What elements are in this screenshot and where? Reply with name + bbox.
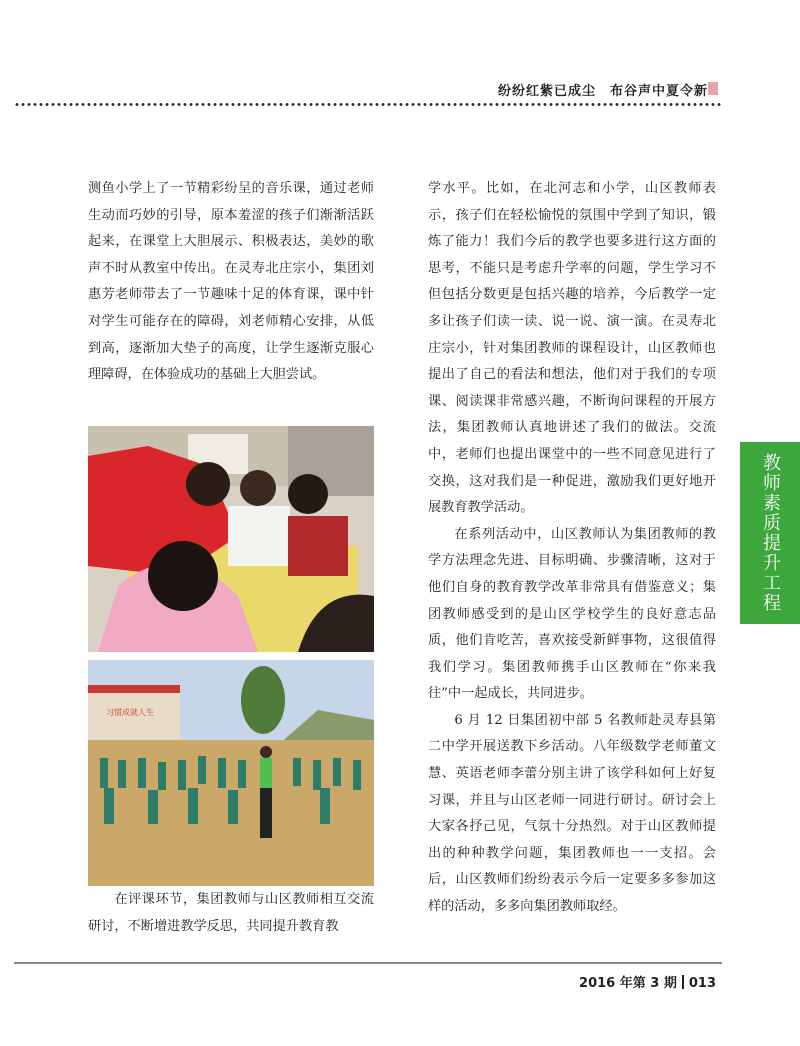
page-footer [579,972,716,991]
section-side-tab [740,442,800,624]
header-dotted-rule [14,102,722,107]
header-square-icon [708,82,718,95]
left-paragraph: 测鱼小学上了一节精彩纷呈的音乐课，通过老师生动而巧妙的引导，原本羞涩的孩子们渐渐活跃起来，在课堂上大胆展示、积极表达，美妙的歌声不时从教室中传出。在灵寿北庄宗小，集团刘惠芳老师带去了一节趣味十足的体育课，课中针对学生可能存在的障碍，刘老师精心安排，从低到高，逐渐加大垫子的高度，让学生逐渐克服心理障碍，在体验成功的基础上大胆尝试。 [88,181,374,383]
right-paragraph-1: 学水平。比如，在北河志和小学，山区教师表示，孩子们在轻松愉悦的氛围中学到了知识，锻炼了能力！我们今后的教学也要多进行这方面的思考，不能只是考虑升学率的问题，学生学习不但包括分数更是包括兴趣的培养，今后教学一定多让孩子们读一读、说一说、演一演。在灵寿北庄宗小，针对集团教师的课程设计，山区教师也提出了自己的看法和想法，他们对于我们的专项课、阅读课非常感兴趣，不断询问课程的开展方法，集团教师认真地讲述了我们的做法。交流中，老师们也提出课堂中的一些不同意见进行了交换，这对我们是一种促进，激励我们更好地开展教育教学活动。 [428,181,716,516]
right-paragraph-2: 在系列活动中，山区教师认为集团教师的教学方法理念先进、目标明确、步骤清晰，这对于他们自身的教育教学改革非常具有借鉴意义；集团教师感受到的是山区学校学生的良好意志品质，他们肯吃苦，喜欢接受新鲜事物，这很值得我们学习。集团教师携手山区教师在“你来我往”中一起成长，共同进步。 [428,526,716,702]
outdoor-pe-photo [88,660,374,886]
page-number: 013 [688,976,716,991]
classroom-photo [88,426,374,652]
side-tab-label: 教师素质提升工程 [760,453,781,613]
left-column [88,176,374,389]
right-column [428,176,716,921]
running-header-title: 纷纷红紫已成尘 布谷声中夏令新 [497,84,708,99]
issue-label: 2016 年第 3 期 [579,976,677,991]
photo-caption [88,887,374,940]
footer-rule [14,962,722,964]
footer-separator [682,975,684,989]
caption-text: 在评课环节，集团教师与山区教师相互交流研讨，不断增进教学反思，共同提升教育教 [88,892,374,934]
photo-banner-text: 习惯成就人生 [106,708,154,717]
right-paragraph-3: 6 月 12 日集团初中部 5 名教师赴灵寿县第二中学开展送教下乡活动。八年级数学老师董文慧、英语老师李蕾分别主讲了该学科如何上好复习课，并且与山区老师一同进行研讨。研讨会上大家各抒己见，气氛十分热烈。对于山区教师提出的种种教学问题，集团教师也一一支招。会后，山区教师们纷纷表示今后一定要多多参加这样的活动，多多向集团教师取经。 [428,712,716,915]
